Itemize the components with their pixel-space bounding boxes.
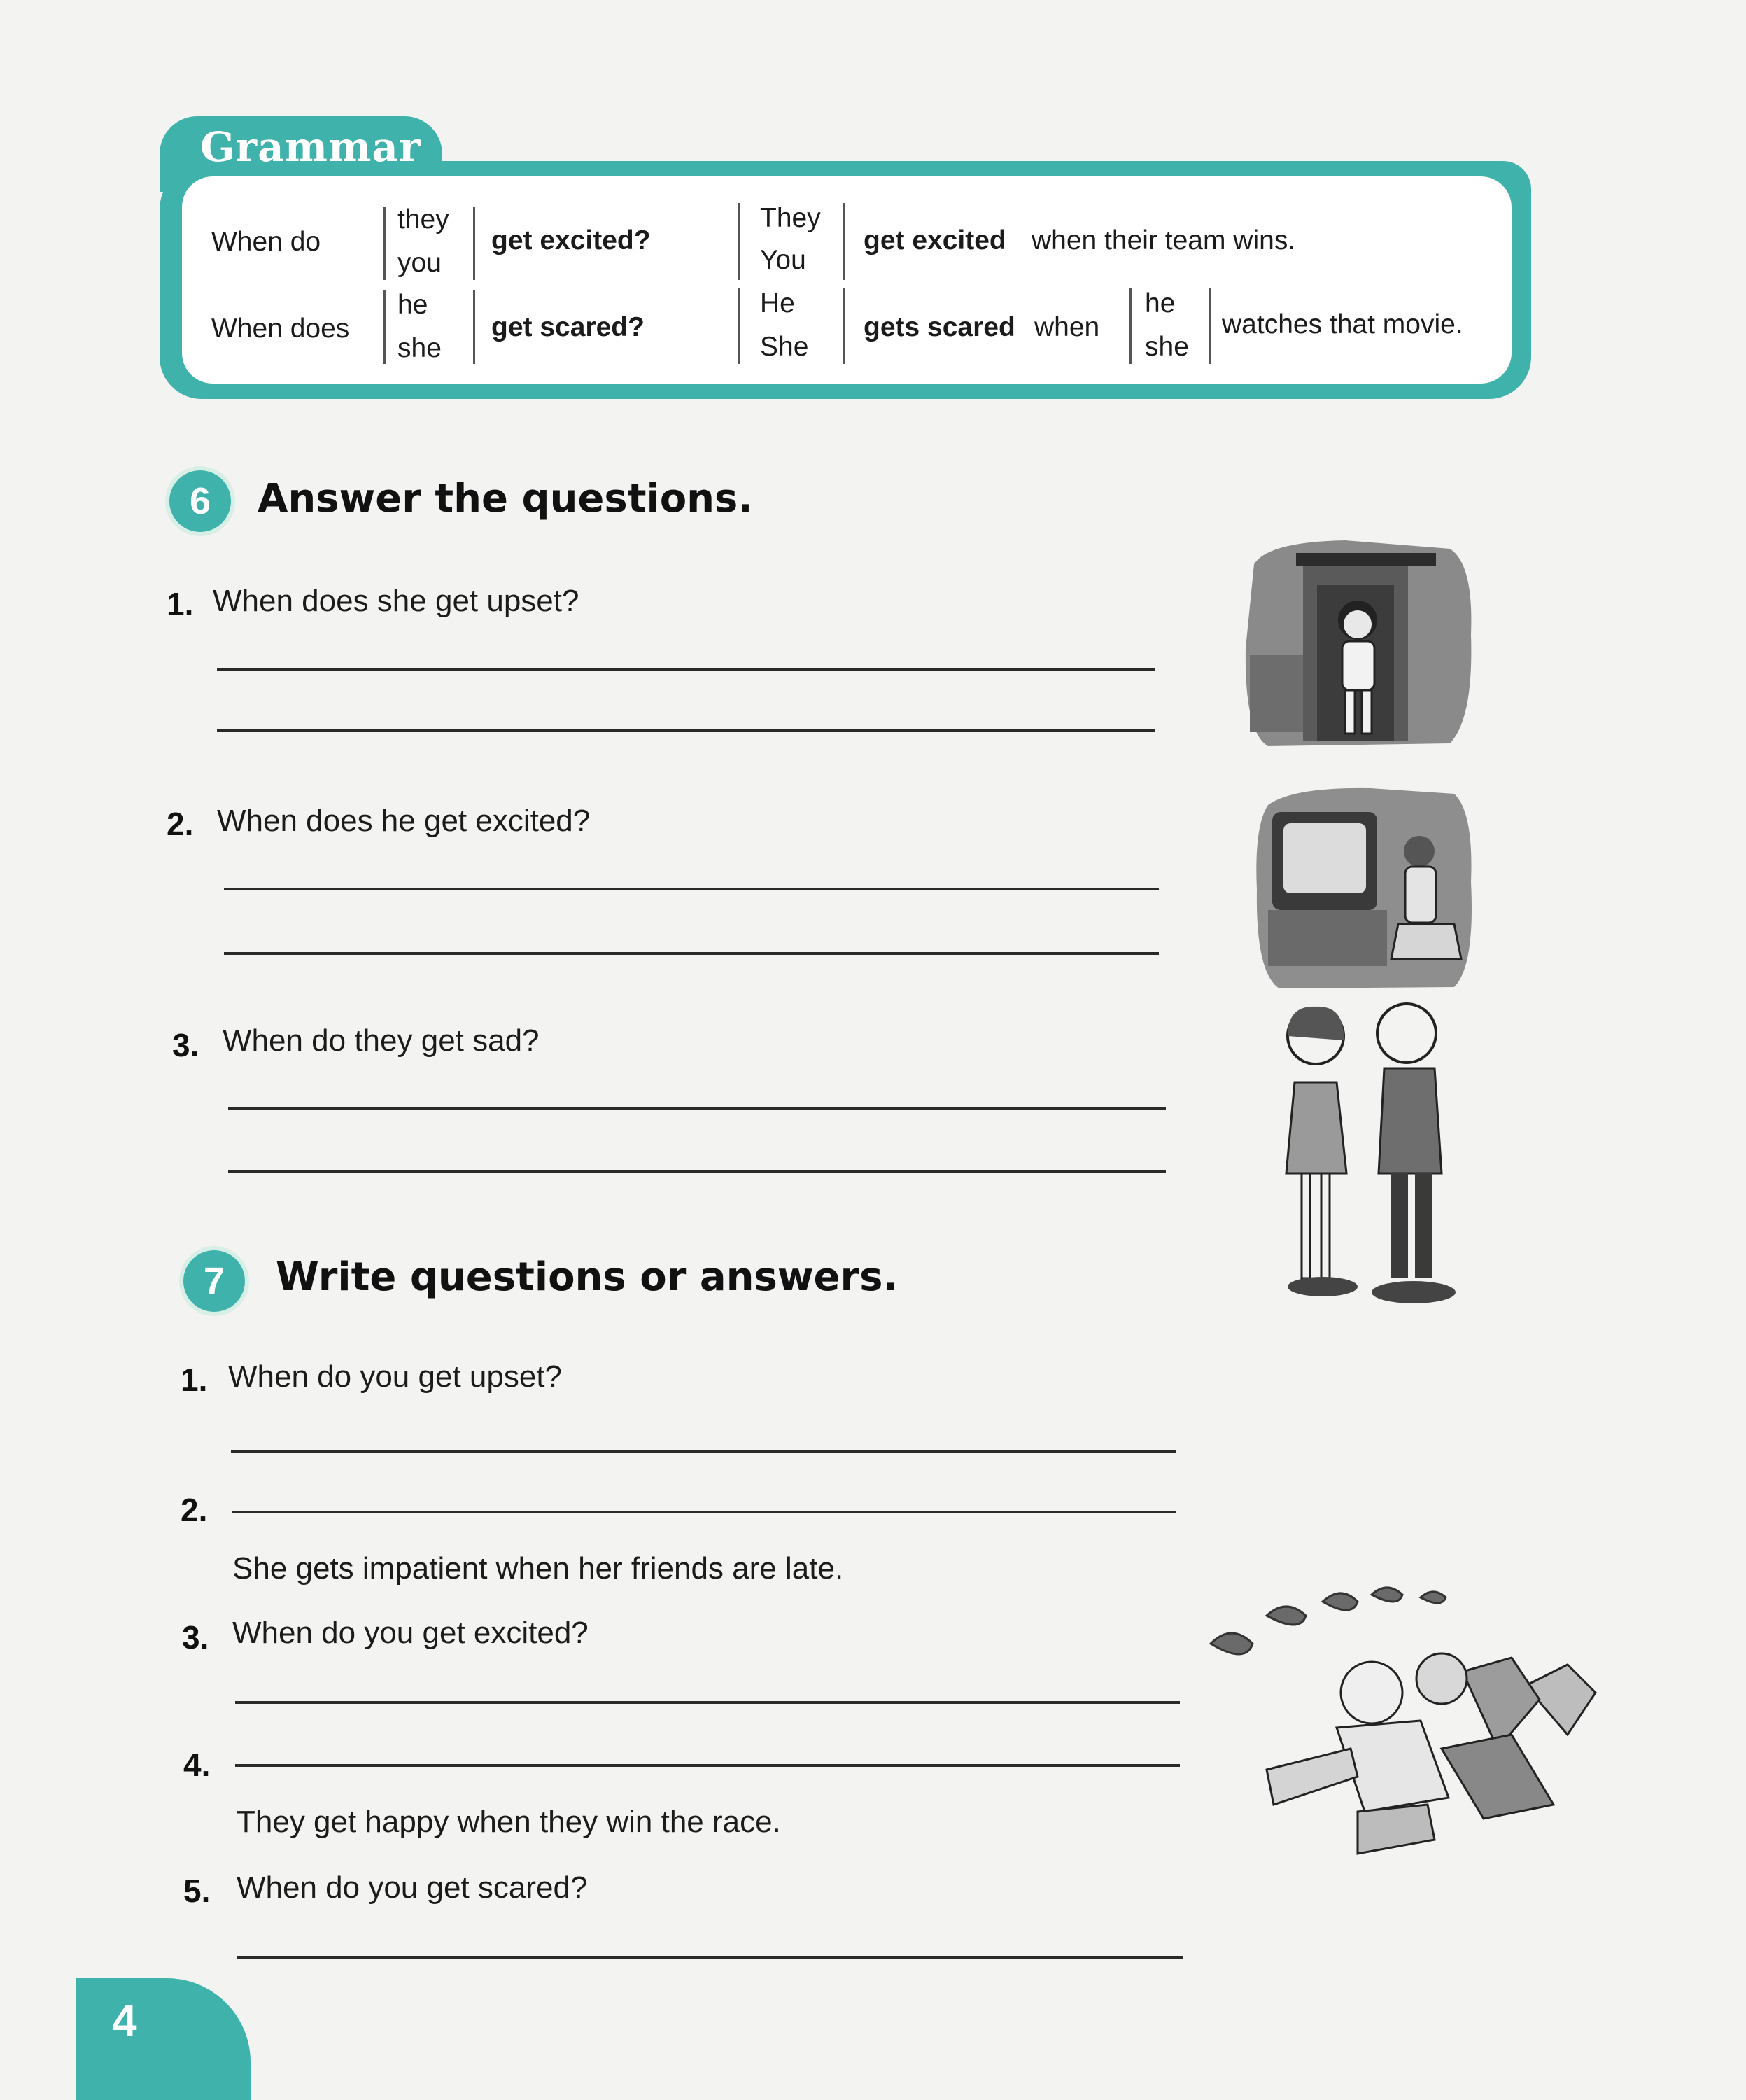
ex6-q2-text: When does he get excited? <box>217 804 591 838</box>
grammar-r2-subj-a: he <box>397 290 428 320</box>
ex7-item4-number: 4. <box>183 1746 211 1783</box>
ex7-item1-text: When do you get upset? <box>228 1359 562 1394</box>
ex7-item5-number: 5. <box>183 1872 211 1909</box>
sad-kids-illustration <box>1267 998 1498 1312</box>
divider <box>1209 288 1211 364</box>
grammar-r2-pron-b: she <box>1145 332 1189 362</box>
ex7-item3-number: 3. <box>182 1619 209 1656</box>
divider <box>383 207 386 280</box>
ex6-q3-answer-line-2[interactable] <box>228 1170 1166 1173</box>
grammar-r1-ans-bold: get excited <box>864 225 1006 255</box>
ex6-q2-number: 2. <box>167 806 194 842</box>
divider <box>843 203 845 280</box>
divider <box>473 207 475 280</box>
grammar-r2-ans-b: She <box>760 332 809 362</box>
grammar-r2-ans-mid: when <box>1034 312 1100 342</box>
ex7-item4-text: They get happy when they win the race. <box>237 1805 781 1839</box>
grammar-r2-verb: get scared? <box>491 312 645 342</box>
ex7-item2-question-line[interactable] <box>232 1511 1176 1513</box>
ex6-q3-text: When do they get sad? <box>223 1023 540 1058</box>
running-kids-illustration <box>1162 1581 1652 1875</box>
grammar-r1-lead: When do <box>211 227 321 257</box>
grammar-r1-ans-b: You <box>760 245 806 275</box>
grammar-r1-verb: get excited? <box>491 225 651 255</box>
divider <box>383 290 386 364</box>
page-number: 4 <box>112 1996 137 2046</box>
exercise-7-title: Write questions or answers. <box>276 1254 898 1300</box>
grammar-r1-ans-a: They <box>760 203 821 233</box>
grammar-r2-pron-a: he <box>1145 288 1176 318</box>
grammar-r2-lead: When does <box>211 314 350 344</box>
ex7-item5-answer-line[interactable] <box>237 1956 1183 1959</box>
grammar-r2-subj-b: she <box>397 333 442 363</box>
ex7-item1-number: 1. <box>181 1362 208 1398</box>
boy-tv-illustration <box>1251 784 1475 991</box>
divider <box>738 203 740 280</box>
exercise-6-badge: 6 <box>169 470 231 532</box>
grammar-r2-ans-a: He <box>760 288 795 318</box>
divider <box>843 288 845 364</box>
ex6-q1-answer-line-1[interactable] <box>217 668 1155 671</box>
grammar-r2-ans-bold: gets scared <box>864 312 1015 342</box>
ex6-q3-number: 3. <box>172 1027 199 1063</box>
grammar-table <box>182 176 1512 384</box>
grammar-title: Grammar <box>200 123 421 171</box>
ex6-q1-answer-line-2[interactable] <box>217 729 1155 732</box>
exercise-7-badge: 7 <box>183 1250 245 1312</box>
ex7-item2-number: 2. <box>181 1492 208 1528</box>
grammar-r1-subj-a: they <box>397 204 449 234</box>
ex7-item4-question-line[interactable] <box>235 1764 1180 1767</box>
ex6-q2-answer-line-1[interactable] <box>224 888 1159 890</box>
grammar-r1-subj-b: you <box>397 248 442 278</box>
ex7-item3-answer-line[interactable] <box>235 1701 1180 1704</box>
ex6-q1-number: 1. <box>167 586 194 622</box>
ex6-q1-text: When does she get upset? <box>213 584 579 618</box>
girl-doorway-illustration <box>1240 536 1475 748</box>
page-number-tab <box>76 1978 251 2100</box>
exercise-6-title: Answer the questions. <box>258 476 753 522</box>
ex7-item5-text: When do you get scared? <box>237 1870 588 1905</box>
divider <box>473 290 475 364</box>
ex6-q2-answer-line-2[interactable] <box>224 952 1159 955</box>
divider <box>1129 288 1132 364</box>
ex7-item3-text: When do you get excited? <box>232 1616 589 1650</box>
grammar-r1-ans-rest: when their team wins. <box>1032 225 1296 255</box>
grammar-r2-ans-rest: watches that movie. <box>1222 309 1463 340</box>
ex7-item1-answer-line[interactable] <box>231 1450 1176 1453</box>
ex6-q3-answer-line-1[interactable] <box>228 1107 1166 1110</box>
divider <box>738 288 740 364</box>
ex7-item2-text: She gets impatient when her friends are late. <box>232 1551 844 1586</box>
